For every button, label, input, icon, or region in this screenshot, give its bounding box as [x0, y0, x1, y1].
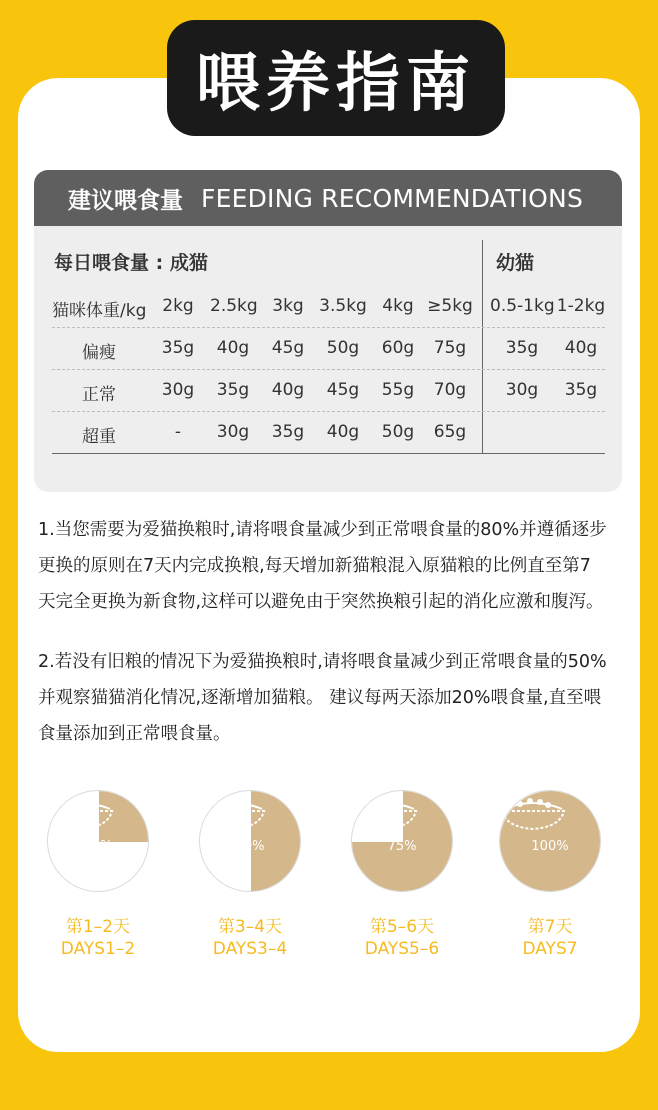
kitten-header: 幼猫 — [496, 252, 535, 274]
row-label-normal: 正常 — [82, 385, 116, 405]
step-day-en: DAYS3–4 — [212, 939, 288, 959]
adult-header: 每日喂食量 : 成猫 — [54, 252, 208, 274]
value-cell: 35g — [271, 422, 305, 442]
column-divider — [482, 240, 483, 454]
value-cell: 30g — [216, 422, 250, 442]
step-caption — [332, 916, 472, 960]
step-day-en: DAYS7 — [522, 939, 578, 959]
note-2 — [38, 644, 630, 752]
step-day-zh: 第1–2天 — [65, 917, 131, 937]
step-caption — [180, 916, 320, 960]
row-label-thin: 偏瘦 — [82, 343, 116, 363]
value-cell: 75g — [433, 338, 467, 358]
value-cell: 35g — [161, 338, 195, 358]
row-divider — [52, 327, 605, 328]
step-day-zh: 第3–4天 — [217, 917, 283, 937]
note-2-line: 食量添加到正常喂食量。 — [38, 724, 231, 744]
page-title: 喂养指南 — [196, 47, 476, 121]
feeding-table-panel — [34, 170, 622, 492]
row-label-overweight: 超重 — [82, 427, 116, 447]
food-bowl-icon — [48, 791, 114, 831]
step-caption — [28, 916, 168, 960]
weight-cell: 2.5kg — [210, 296, 258, 316]
weight-cell: 2kg — [162, 296, 194, 316]
step-circle — [351, 790, 453, 892]
value-cell: 35g — [564, 380, 598, 400]
panel-title-en: FEEDING RECOMMENDATIONS — [201, 183, 584, 213]
value-cell: 35g — [216, 380, 250, 400]
weight-cell: 4kg — [382, 296, 414, 316]
table-bottom-line — [52, 453, 605, 454]
step-percent: 100% — [531, 839, 569, 854]
step-day-zh: 第5–6天 — [369, 917, 435, 937]
value-cell: 65g — [433, 422, 467, 442]
step-circle — [47, 790, 149, 892]
value-cell: 40g — [271, 380, 305, 400]
step-circle — [499, 790, 601, 892]
weight-label: 猫咪体重/kg — [52, 301, 147, 321]
value-cell: 40g — [326, 422, 360, 442]
step-caption — [480, 916, 620, 960]
value-cell: 45g — [271, 338, 305, 358]
panel-title-zh: 建议喂食量 — [68, 187, 183, 214]
value-cell: 35g — [505, 338, 539, 358]
value-cell: 50g — [326, 338, 360, 358]
weight-cell: ≥5kg — [427, 296, 473, 316]
row-divider — [52, 369, 605, 370]
value-cell: 50g — [381, 422, 415, 442]
row-divider — [52, 411, 605, 412]
weight-cell: 3kg — [272, 296, 304, 316]
step-day-en: DAYS5–6 — [364, 939, 440, 959]
panel-header — [34, 170, 622, 226]
value-cell: 55g — [381, 380, 415, 400]
value-cell: 40g — [216, 338, 250, 358]
note-1-line: 天完全更换为新食物,这样可以避免由于突然换粮引起的消化应激和腹泻。 — [38, 592, 604, 612]
value-cell: - — [174, 422, 182, 442]
note-2-line: 并观察猫猫消化情况,逐渐增加猫粮。 建议每两天添加20%喂食量,直至喂 — [38, 688, 602, 708]
value-cell: 30g — [505, 380, 539, 400]
step-day-en: DAYS1–2 — [60, 939, 136, 959]
step-percent: 50% — [235, 839, 265, 854]
value-cell: 70g — [433, 380, 467, 400]
step-circle — [199, 790, 301, 892]
note-1-line: 更换的原则在7天内完成换粮,每天增加新猫粮混入原猫粮的比例直至第7 — [38, 556, 591, 576]
note-1 — [38, 512, 630, 620]
step-day-zh: 第7天 — [527, 917, 573, 937]
value-cell: 45g — [326, 380, 360, 400]
weight-cell: 0.5-1kg — [490, 296, 555, 316]
food-bowl-icon — [500, 791, 566, 831]
value-cell: 60g — [381, 338, 415, 358]
step-percent: 25% — [83, 839, 113, 854]
title-banner — [167, 20, 505, 136]
value-cell: 40g — [564, 338, 598, 358]
note-2-line: 2.若没有旧粮的情况下为爱猫换粮时,请将喂食量减少到正常喂食量的50% — [38, 652, 607, 672]
food-bowl-icon — [352, 791, 418, 831]
food-bowl-icon — [200, 791, 266, 831]
weight-cell: 3.5kg — [319, 296, 367, 316]
value-cell: 30g — [161, 380, 195, 400]
weight-cell: 1-2kg — [556, 296, 606, 316]
note-1-line: 1.当您需要为爱猫换粮时,请将喂食量减少到正常喂食量的80%并遵循逐步 — [38, 520, 607, 540]
step-percent: 75% — [387, 839, 417, 854]
